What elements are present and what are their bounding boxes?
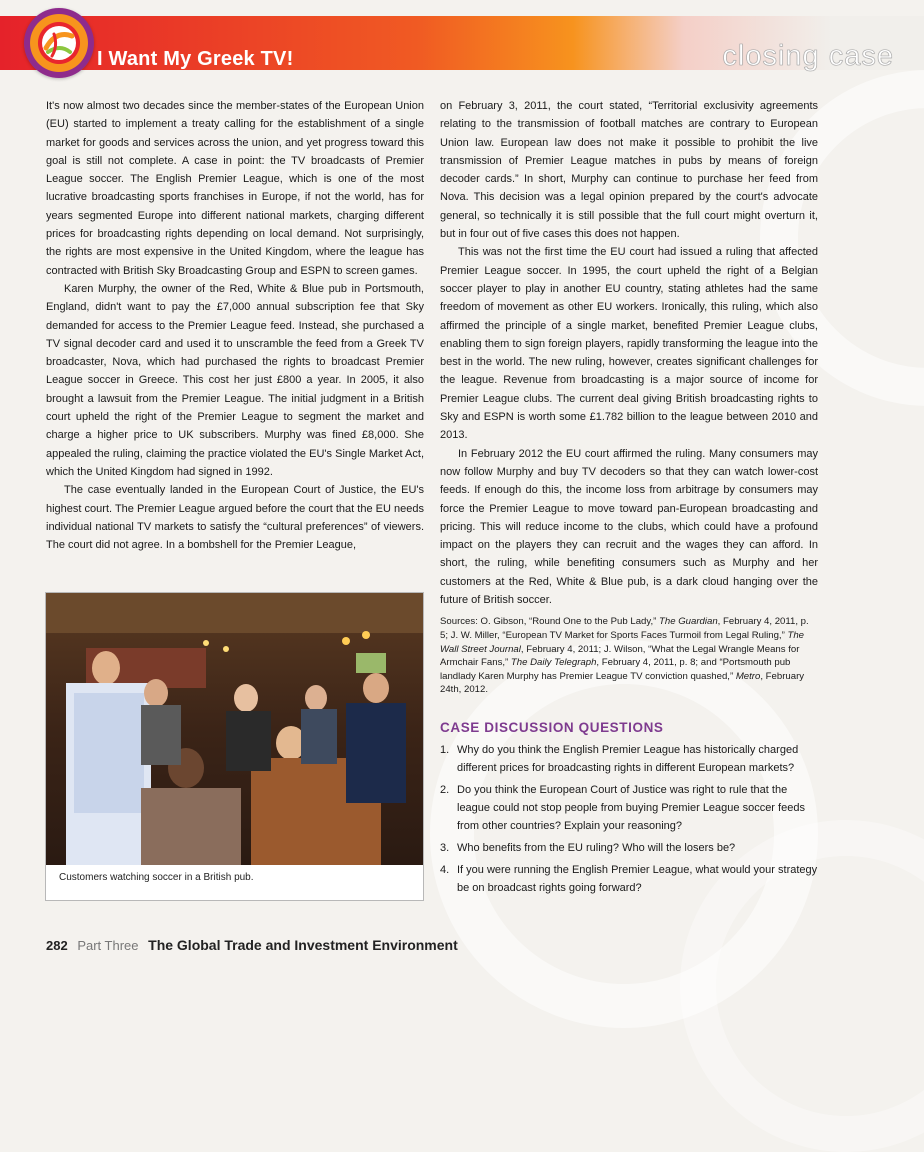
part-label: Part Three [77, 938, 139, 953]
photo-caption: Customers watching soccer in a British pub. [59, 872, 254, 883]
right-column [440, 97, 818, 901]
body-paragraph: In February 2012 the EU court affirmed the ruling. Many consumers may now follow Murphy and buy TV decoders so that they can watch lower-cost feeds. If enough do this, the income loss from arbitrage by consumers may force the Premier League to move toward pan-European broadcasting and pricing. This will reduce income to the clubs, which could have a profound impact on the players they can recruit and the wages they can afford. In short, the ruling, while benefiting consumers such as Murphy and her customers at the Red, White & Blue pub, is a dark cloud hanging over the future of British soccer. [440, 447, 818, 607]
discussion-questions-list [440, 741, 818, 897]
left-column [46, 97, 424, 554]
page-number: 282 [46, 938, 68, 953]
body-paragraph: It's now almost two decades since the member-states of the European Union (EU) started to implement a treaty calling for the establishment of a single market for goods and services across the union, and yet progress toward this goal is still not complete. A case in point: the TV broadcasts of Premier League soccer. The English Premier League, which is one of the most lucrative broadcasting sports franchises in Europe, if not the world, has for years segmented Europe into different national markets, charging different prices for broadcasting rights depending on local demand. Not surprisingly, the rights are most expensive in the United Kingdom, where the league has contracted with British Sky Broadcasting Group and ESPN to screen games. [46, 100, 424, 277]
chapter-title: The Global Trade and Investment Environment [148, 937, 458, 953]
body-paragraph: This was not the first time the EU court had issued a ruling that affected Premier League soccer. In 1995, the court upheld the right of a Belgian soccer player to play in another EU country, stating athletes had the same freedom of movement as other EU workers. Ironically, this ruling, which also affirmed the principle of a single market, benefited Premier League clubs, enabling them to sign foreign players, rapidly transforming the league into the best in the world. The new ruling, however, creates significant challenges for the league. Revenue from broadcasting is a major source of income for Premier League clubs. The current deal giving British broadcasting rights to Sky and ESPN is worth some £1.782 billion to the league between 2010 and 2013. [440, 246, 818, 442]
body-paragraph: Karen Murphy, the owner of the Red, White & Blue pub in Portsmouth, England, didn't want to pay the £7,000 annual subscription fee that Sky demanded for access to the Premier League feed. Instead, she purchased a TV signal decoder card and used it to unscramble the feed from a Greek TV broadcaster, Nova, which had purchased the rights to broadcast Premier League soccer in Greece. This cost her just £800 a year. In 2005, it also brought a lawsuit from the Premier League. The initial judgment in a British court upheld the right of the Premier League to segment the market and charge a higher price to UK subscribers. Murphy was fined £8,000. She appealed the ruling, claiming the practice violated the EU's Single Market Act, which the United Kingdom had signed in 1992. [46, 282, 424, 478]
closing-case-label: closing case [722, 40, 894, 72]
discussion-questions-heading: CASE DISCUSSION QUESTIONS [440, 719, 664, 735]
header-banner [0, 16, 924, 70]
question-item: 3. Who benefits from the EU ruling? Who will the losers be? [440, 842, 736, 855]
globe-logo-icon [24, 8, 94, 78]
case-title: I Want My Greek TV! [97, 48, 294, 70]
question-item: 4. If you were running the English Premier League, what would your strategy be on broadcast rights going forward? [440, 864, 818, 895]
pub-crowd-photo [46, 593, 423, 865]
question-item: 1. Why do you think the English Premier League has historically charged different prices for broadcasting rights in different European markets? [440, 744, 799, 775]
body-paragraph: The case eventually landed in the European Court of Justice, the EU's highest court. The Premier League argued before the court that the EU needs individual national TV markets to satisfy the “cultural preferences” of viewers. The court did not agree. In a bombshell for the Premier League, [46, 484, 424, 552]
sources-note: Sources: O. Gibson, “Round One to the Pub Lady,” The Guardian, February 4, 2011, p. 5; J. W. Miller, “European TV Market for Sports Faces Turmoil from Legal Ruling,” The Wall Street Journal, February 4, 2011; J. Wilson, “What the Legal Wrangle Means for Armchair Fans,” The Daily Telegraph, February 4, 2011, p. 8; and “Portsmouth pub landlady Karen Murphy has Premier League TV conviction quashed,” Metro, February 24th, 2012. [440, 616, 809, 696]
photo-figure [45, 592, 424, 901]
page-footer [46, 937, 458, 953]
question-item: 2. Do you think the European Court of Justice was right to rule that the league could not stop people from buying Premier League soccer feeds from other countries? Explain your reasoning? [440, 784, 805, 833]
body-paragraph: on February 3, 2011, the court stated, “Territorial exclusivity agreements relating to the transmission of football matches are contrary to European Union law. European law does not make it possible to prohibit the live transmission of Premier League matches in pubs by means of foreign decoder cards.” In short, Murphy can continue to purchase her feed from Nova. This decision was a legal opinion prepared by the court's advocate general, so technically it is still possible that the full court might overturn it, but in four out of five cases this does not happen. [440, 100, 818, 241]
